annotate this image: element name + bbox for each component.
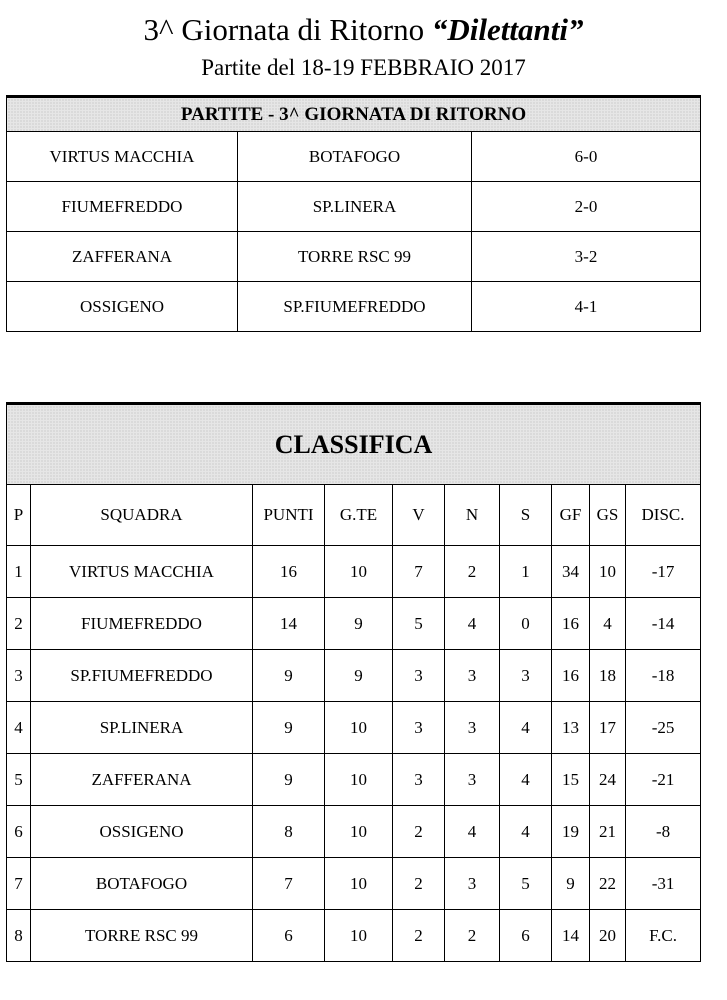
cell-team: SP.FIUMEFREDDO <box>31 650 253 702</box>
cell-team: ZAFFERANA <box>31 754 253 806</box>
cell-draws: 3 <box>445 858 500 910</box>
cell-played: 10 <box>325 910 393 962</box>
cell-wins: 5 <box>393 598 445 650</box>
match-row <box>7 182 701 232</box>
cell-goals-for: 16 <box>552 650 590 702</box>
cell-goals-for: 14 <box>552 910 590 962</box>
cell-discipline: -17 <box>626 546 701 598</box>
match-score: 3-2 <box>472 232 701 282</box>
cell-points: 9 <box>253 754 325 806</box>
cell-position: 2 <box>7 598 31 650</box>
match-home-team: VIRTUS MACCHIA <box>7 132 238 182</box>
cell-draws: 4 <box>445 598 500 650</box>
cell-draws: 3 <box>445 650 500 702</box>
cell-played: 10 <box>325 754 393 806</box>
cell-wins: 2 <box>393 858 445 910</box>
col-losses-header: S <box>500 485 552 546</box>
cell-team: SP.LINERA <box>31 702 253 754</box>
match-row <box>7 232 701 282</box>
cell-position: 3 <box>7 650 31 702</box>
cell-points: 14 <box>253 598 325 650</box>
cell-points: 9 <box>253 650 325 702</box>
cell-discipline: -31 <box>626 858 701 910</box>
cell-position: 1 <box>7 546 31 598</box>
standings-body <box>7 404 701 962</box>
cell-goals-for: 15 <box>552 754 590 806</box>
cell-draws: 2 <box>445 546 500 598</box>
cell-goals-against: 24 <box>590 754 626 806</box>
col-goals-against-header: GS <box>590 485 626 546</box>
cell-draws: 4 <box>445 806 500 858</box>
match-home-team: FIUMEFREDDO <box>7 182 238 232</box>
cell-draws: 3 <box>445 754 500 806</box>
cell-team: OSSIGENO <box>31 806 253 858</box>
match-away-team: SP.LINERA <box>238 182 472 232</box>
match-home-team: OSSIGENO <box>7 282 238 332</box>
standings-row <box>7 702 701 754</box>
standings-table <box>6 402 701 962</box>
match-away-team: SP.FIUMEFREDDO <box>238 282 472 332</box>
cell-losses: 6 <box>500 910 552 962</box>
match-score: 6-0 <box>472 132 701 182</box>
cell-discipline: -8 <box>626 806 701 858</box>
cell-goals-for: 34 <box>552 546 590 598</box>
standings-row <box>7 546 701 598</box>
matches-heading: PARTITE - 3^ GIORNATA DI RITORNO <box>7 97 701 132</box>
cell-losses: 3 <box>500 650 552 702</box>
cell-wins: 3 <box>393 702 445 754</box>
matches-heading-row <box>7 97 701 132</box>
cell-goals-against: 4 <box>590 598 626 650</box>
cell-points: 8 <box>253 806 325 858</box>
cell-goals-against: 21 <box>590 806 626 858</box>
cell-discipline: -25 <box>626 702 701 754</box>
matches-table <box>6 95 701 332</box>
col-draws-header: N <box>445 485 500 546</box>
cell-position: 7 <box>7 858 31 910</box>
match-row <box>7 282 701 332</box>
cell-position: 6 <box>7 806 31 858</box>
cell-discipline: -14 <box>626 598 701 650</box>
match-score: 4-1 <box>472 282 701 332</box>
cell-wins: 7 <box>393 546 445 598</box>
page-subtitle: Partite del 18-19 FEBBRAIO 2017 <box>201 55 526 80</box>
cell-team: TORRE RSC 99 <box>31 910 253 962</box>
standings-heading: CLASSIFICA <box>7 404 701 485</box>
cell-goals-for: 16 <box>552 598 590 650</box>
title-emphasis: “Dilettanti” <box>431 12 584 47</box>
cell-team: FIUMEFREDDO <box>31 598 253 650</box>
standings-row <box>7 650 701 702</box>
cell-losses: 0 <box>500 598 552 650</box>
col-points-header: PUNTI <box>253 485 325 546</box>
match-score: 2-0 <box>472 182 701 232</box>
page-title <box>0 10 727 50</box>
cell-points: 16 <box>253 546 325 598</box>
cell-wins: 2 <box>393 806 445 858</box>
cell-losses: 4 <box>500 754 552 806</box>
matches-body <box>7 97 701 332</box>
cell-team: BOTAFOGO <box>31 858 253 910</box>
cell-points: 6 <box>253 910 325 962</box>
cell-losses: 5 <box>500 858 552 910</box>
cell-played: 10 <box>325 702 393 754</box>
cell-position: 5 <box>7 754 31 806</box>
cell-goals-for: 19 <box>552 806 590 858</box>
cell-draws: 2 <box>445 910 500 962</box>
match-row <box>7 132 701 182</box>
standings-row <box>7 858 701 910</box>
standings-column-headers <box>7 485 701 546</box>
cell-played: 10 <box>325 546 393 598</box>
col-position-header: P <box>7 485 31 546</box>
cell-points: 7 <box>253 858 325 910</box>
cell-goals-against: 22 <box>590 858 626 910</box>
match-away-team: TORRE RSC 99 <box>238 232 472 282</box>
col-discipline-header: DISC. <box>626 485 701 546</box>
standings-row <box>7 806 701 858</box>
col-team-header: SQUADRA <box>31 485 253 546</box>
col-played-header: G.TE <box>325 485 393 546</box>
cell-discipline: F.C. <box>626 910 701 962</box>
cell-played: 9 <box>325 650 393 702</box>
cell-wins: 3 <box>393 650 445 702</box>
cell-goals-against: 10 <box>590 546 626 598</box>
title-prefix: 3^ Giornata di Ritorno <box>143 12 432 47</box>
cell-goals-against: 20 <box>590 910 626 962</box>
cell-played: 10 <box>325 858 393 910</box>
col-goals-for-header: GF <box>552 485 590 546</box>
cell-goals-for: 9 <box>552 858 590 910</box>
cell-position: 8 <box>7 910 31 962</box>
standings-row <box>7 598 701 650</box>
standings-row <box>7 754 701 806</box>
cell-losses: 1 <box>500 546 552 598</box>
cell-goals-against: 17 <box>590 702 626 754</box>
cell-played: 10 <box>325 806 393 858</box>
cell-losses: 4 <box>500 702 552 754</box>
cell-goals-against: 18 <box>590 650 626 702</box>
cell-goals-for: 13 <box>552 702 590 754</box>
cell-losses: 4 <box>500 806 552 858</box>
cell-discipline: -18 <box>626 650 701 702</box>
cell-discipline: -21 <box>626 754 701 806</box>
match-away-team: BOTAFOGO <box>238 132 472 182</box>
match-home-team: ZAFFERANA <box>7 232 238 282</box>
cell-draws: 3 <box>445 702 500 754</box>
cell-wins: 3 <box>393 754 445 806</box>
standings-row <box>7 910 701 962</box>
standings-heading-row <box>7 404 701 485</box>
cell-position: 4 <box>7 702 31 754</box>
cell-points: 9 <box>253 702 325 754</box>
col-wins-header: V <box>393 485 445 546</box>
cell-played: 9 <box>325 598 393 650</box>
cell-team: VIRTUS MACCHIA <box>31 546 253 598</box>
cell-wins: 2 <box>393 910 445 962</box>
